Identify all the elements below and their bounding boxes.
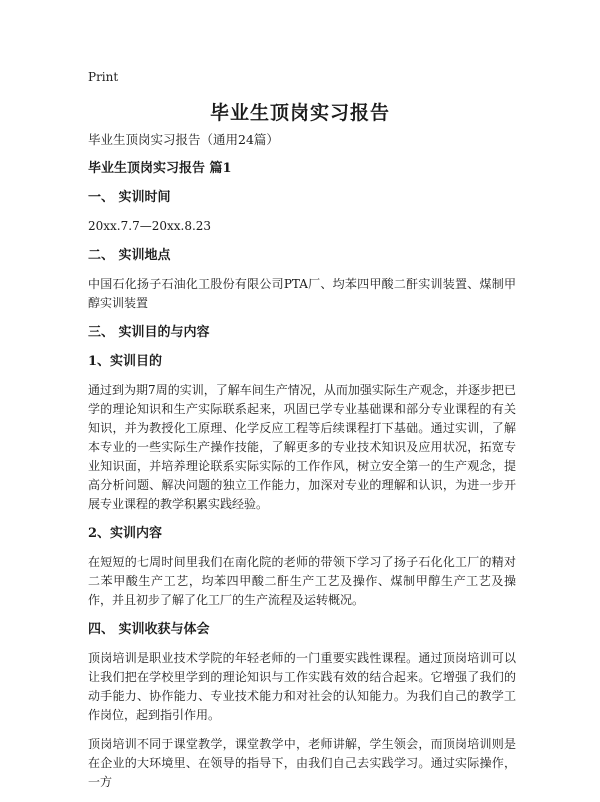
print-link[interactable]: Print [88,70,119,84]
purpose-paragraph: 通过到为期7周的实训，了解车间生产情况，从而加强实际生产观念，并逐步把已学的理论知识和生产实际联系起来，巩固已学专业基础课和部分专业课程的有关知识，并为教授化工原理、化学反应工程等后续课程打下基础。通过实训，了解本专业的一些实际生产操作技能，了解更多的专业技术知识及应用状况，拓宽专业知识面，并培养理论联系实际实际的工作作风，树立安全第一的生产观念，提高分析问题、解决问题的独立工作能力，加深对专业的理解和认识，为进一步开展专业课程的教学积累实践经验。 [88,383,516,511]
harvest-paragraph-2: 顶岗培训不同于课堂教学，课堂教学中，老师讲解，学生领会，而顶岗培训则是在企业的大环境里、在领导的指导下，由我们自己去实践学习。通过实际操作，一方 [88,737,516,789]
heading-purpose-content: 三、 实训目的与内容 [88,325,210,340]
document-body [88,130,516,802]
training-location: 中国石化扬子石油化工股份有限公司PTA厂、均苯四甲酸二酐实训装置、煤制甲醇实训装置 [88,277,516,310]
heading-harvest: 四、 实训收获与体会 [88,622,210,637]
heading-time: 一、 实训时间 [88,190,171,205]
heading-purpose: 1、实训目的 [88,354,163,369]
heading-content: 2、实训内容 [88,526,163,541]
training-date: 20xx.7.7—20xx.8.23 [88,219,212,233]
content-paragraph: 在短短的七周时间里我们在南化院的老师的带领下学习了扬子石化化工厂的精对二苯甲酸生产工艺，均苯四甲酸二酐生产工艺及操作、煤制甲醇生产工艺及操作，并且初步了解了化工厂的生产流程及运转概况。 [88,555,516,607]
document-subtitle: 毕业生顶岗实习报告（通用24篇） [88,132,279,147]
page-title: 毕业生顶岗实习报告 [209,102,390,124]
harvest-paragraph-1: 顶岗培训是职业技术学院的年轻老师的一门重要实践性课程。通过顶岗培训可以让我们把在学校里学到的理论知识与工作实践有效的结合起来。它增强了我们的动手能力、协作能力、专业技术能力和对社会的认知能力。为我们自己的教学工作岗位，起到指引作用。 [88,651,516,722]
section-title: 毕业生顶岗实习报告 篇1 [88,161,232,176]
heading-location: 二、 实训地点 [88,248,171,263]
